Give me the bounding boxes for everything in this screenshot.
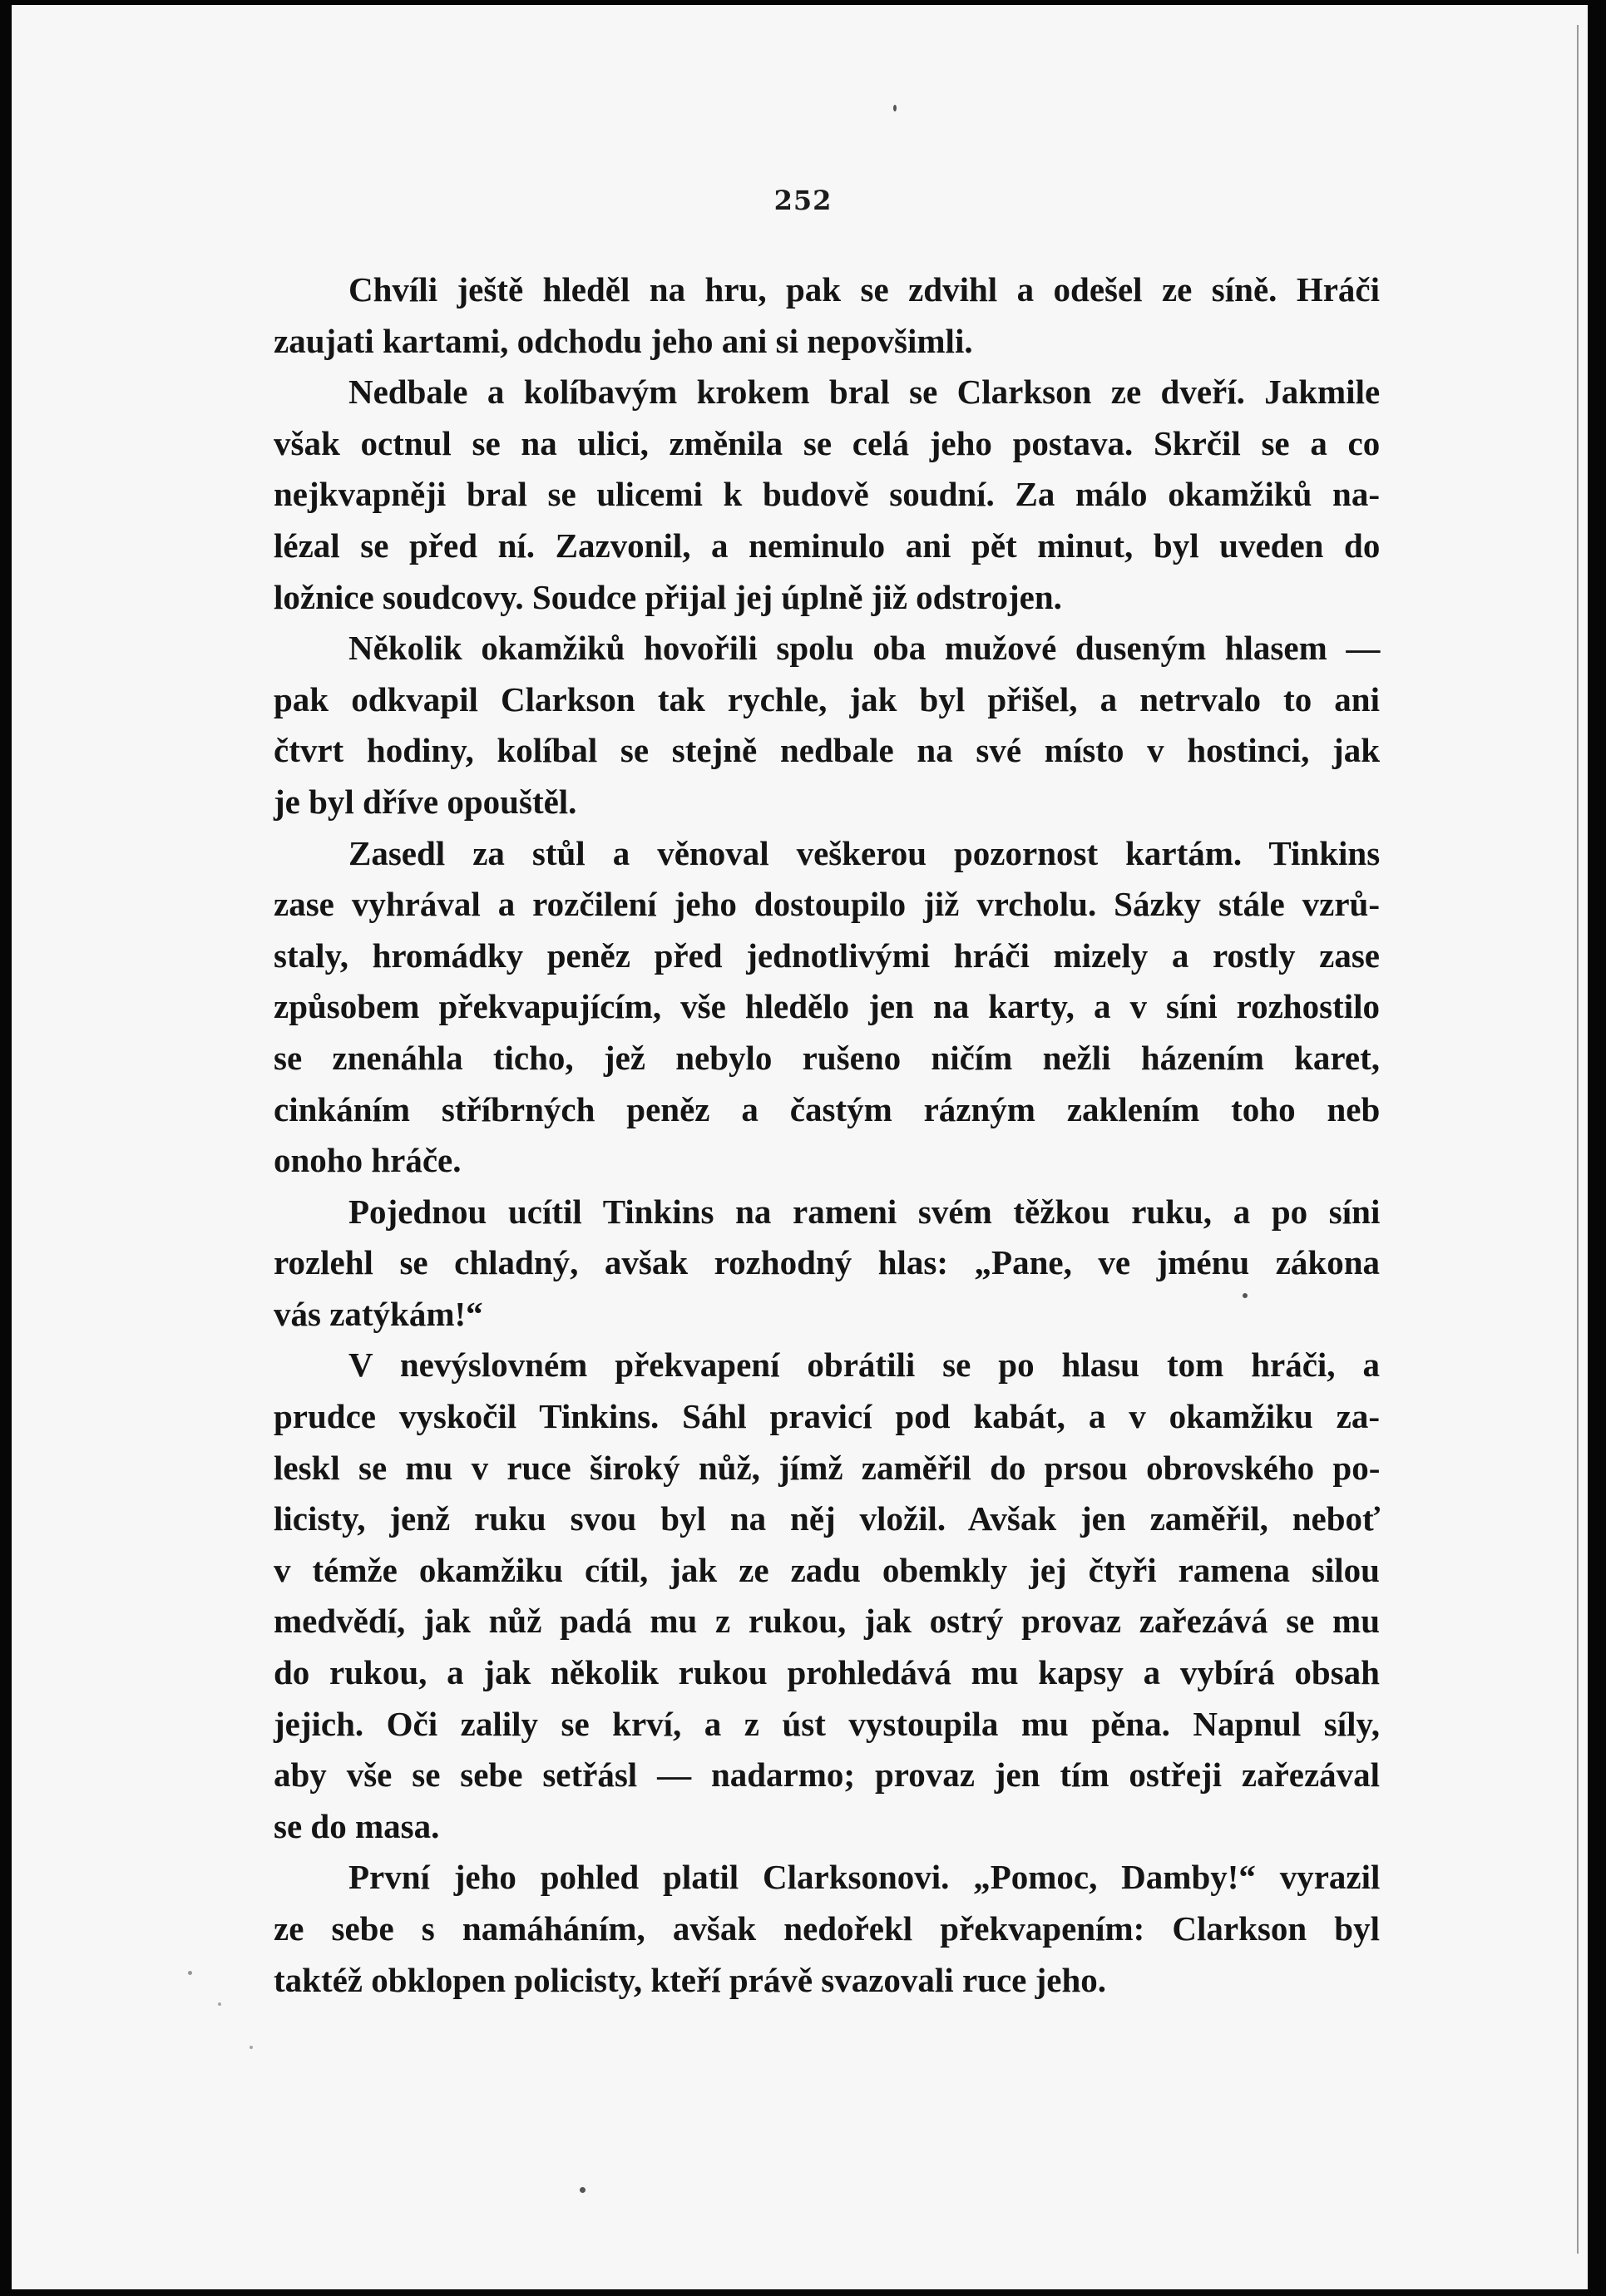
paragraph	[274, 1187, 1380, 1341]
text-line: se do masa.	[274, 1806, 440, 1845]
text-line: staly, hromádky peněz před jednotlivými hráči mizely a rostly zase	[274, 936, 1380, 975]
scan-speck	[580, 2187, 586, 2193]
paragraph	[274, 623, 1380, 827]
text-line: licisty, jenž ruku svou byl na něj vložil. Avšak jen zaměřil, neboť	[274, 1499, 1381, 1538]
scan-speck	[893, 105, 897, 111]
text-line: zase vyhrával a rozčilení jeho dostoupilo již vrcholu. Sázky stále vzrů-	[274, 885, 1380, 924]
text-line: zaujati kartami, odchodu jeho ani si nepovšimli.	[274, 321, 973, 360]
scan-speck	[218, 2002, 221, 2006]
scan-speck	[250, 2046, 253, 2049]
text-line: vás zatýkám!“	[274, 1294, 483, 1333]
text-line: Chvíli ještě hleděl na hru, pak se zdvihl a odešel ze síně. Hráči	[348, 270, 1380, 309]
text-line: ložnice soudcovy. Soudce přijal jej úplně již odstrojen.	[274, 577, 1062, 616]
text-line: leskl se mu v ruce široký nůž, jímž zaměřil do prsou obrovského po-	[274, 1448, 1381, 1487]
paragraph	[274, 264, 1380, 367]
text-line: aby vše se sebe setřásl — nadarmo; provaz jen tím ostřeji zařezával	[274, 1755, 1381, 1795]
text-line: ze sebe s namáháním, avšak nedořekl překvapením: Clarkson byl	[274, 1909, 1380, 1948]
text-line: jejich. Oči zalily se krví, a z úst vystoupila mu pěna. Napnul síly,	[274, 1704, 1381, 1743]
paragraph	[274, 1852, 1380, 2006]
text-line: onoho hráče.	[274, 1141, 462, 1180]
text-line: Zasedl za stůl a věnoval veškerou pozornost kartám. Tinkins	[348, 833, 1381, 872]
scan-border-right	[1588, 0, 1606, 2296]
paragraph	[274, 1340, 1380, 1852]
paragraph	[274, 828, 1380, 1187]
scan-border-bottom	[0, 2289, 1606, 2296]
text-line: nejkvapněji bral se ulicemi k budově soudní. Za málo okamžiků na-	[274, 475, 1380, 514]
text-line: Pojednou ucítil Tinkins na rameni svém těžkou ruku, a po síni	[348, 1192, 1381, 1231]
text-line: cinkáním stříbrných peněz a častým rázným zaklením toho neb	[274, 1089, 1381, 1128]
text-line: prudce vyskočil Tinkins. Sáhl pravicí pod kabát, a v okamžiku za-	[274, 1397, 1380, 1436]
scan-border-left	[0, 0, 12, 2296]
text-line: pak odkvapil Clarkson tak rychle, jak byl přišel, a netrvalo to ani	[274, 679, 1380, 718]
text-line: medvědí, jak nůž padá mu z rukou, jak ostrý provaz zařezává se mu	[274, 1602, 1380, 1641]
text-line: Několik okamžiků hovořili spolu oba mužové duseným hlasem —	[348, 629, 1381, 668]
page-edge-line	[1577, 25, 1579, 2254]
text-line: lézal se před ní. Zazvonil, a neminulo ani pět minut, byl uveden do	[274, 526, 1381, 565]
text-line: v témže okamžiku cítil, jak ze zadu obemkly jej čtyři ramena silou	[274, 1550, 1380, 1589]
text-line: První jeho pohled platil Clarksonovi. „Pomoc, Damby!“ vyrazil	[348, 1858, 1381, 1897]
text-line: způsobem překvapujícím, vše hledělo jen na karty, a v síni rozhostilo	[274, 987, 1380, 1026]
scan-border-top	[0, 0, 1606, 5]
text-line: do rukou, a jak několik rukou prohledává mu kapsy a vybírá obsah	[274, 1653, 1380, 1692]
text-line: je byl dříve opouštěl.	[274, 782, 577, 821]
text-line: Nedbale a kolíbavým krokem bral se Clarkson ze dveří. Jakmile	[348, 373, 1381, 412]
text-line: se znenáhla ticho, jež nebylo rušeno ničím nežli házením karet,	[274, 1038, 1380, 1077]
text-line: však octnul se na ulici, změnila se celá jeho postava. Skrčil se a co	[274, 423, 1381, 462]
paragraph	[274, 367, 1380, 623]
text-line: čtvrt hodiny, kolíbal se stejně nedbale na své místo v hostinci, jak	[274, 731, 1380, 770]
text-line: taktéž obklopen policisty, kteří právě svazovali ruce jeho.	[274, 1960, 1106, 1999]
text-line: V nevýslovném překvapení obrátili se po hlasu tom hráči, a	[348, 1346, 1380, 1385]
scan-speck	[188, 1971, 192, 1975]
page-number: 252	[773, 185, 833, 216]
text-line: rozlehl se chladný, avšak rozhodný hlas: „Pane, ve jménu zákona	[274, 1243, 1380, 1282]
body-text	[274, 264, 1380, 2006]
